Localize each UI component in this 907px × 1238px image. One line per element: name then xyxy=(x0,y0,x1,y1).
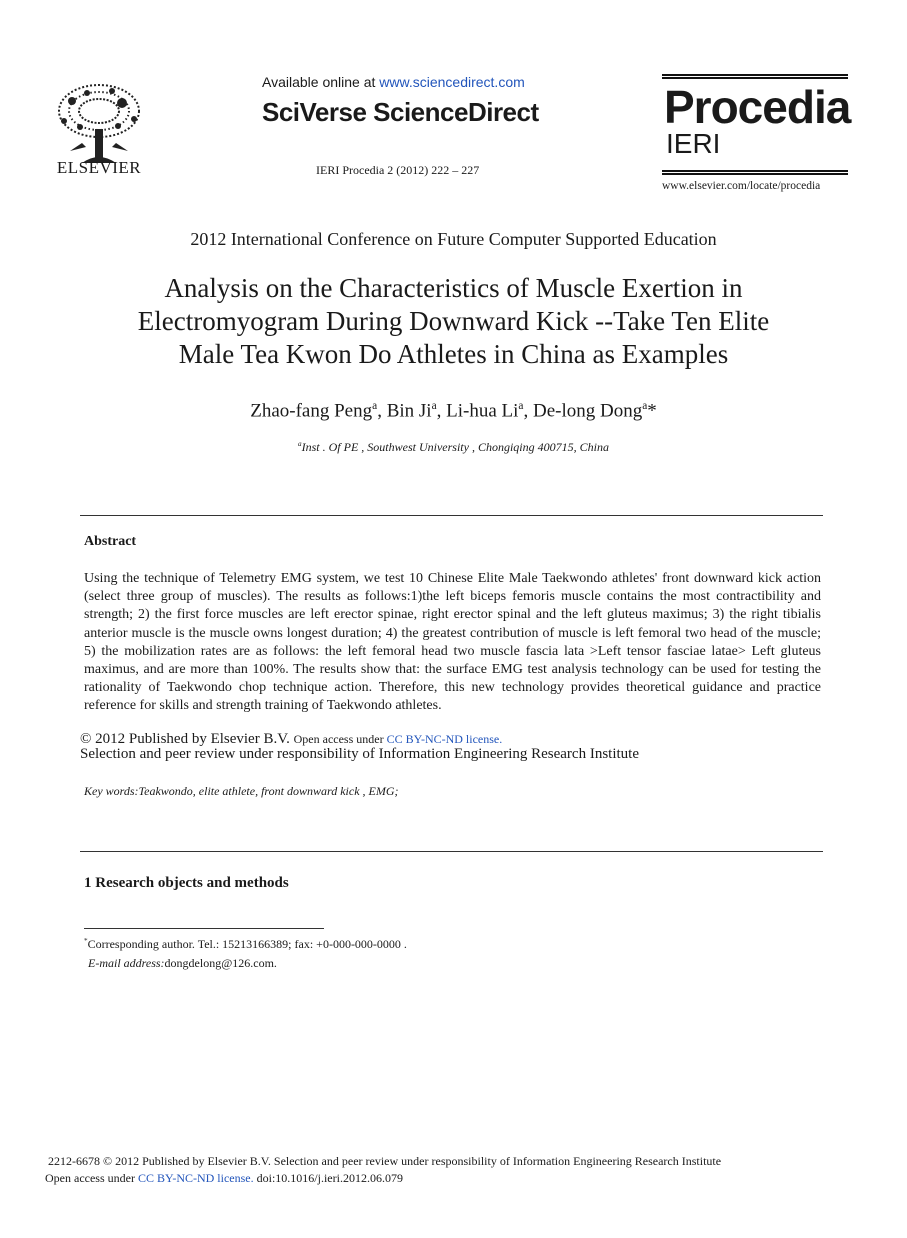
divider xyxy=(80,851,823,852)
affiliation xyxy=(0,440,907,455)
author-name: Bin Ji xyxy=(386,400,432,422)
author-name: De-long Dong xyxy=(532,400,643,422)
paper-title xyxy=(90,272,817,371)
footnote-rule xyxy=(84,928,324,929)
author-sep: , xyxy=(377,400,387,422)
corresponding-mark: * xyxy=(647,400,657,422)
affiliation-mark: a xyxy=(298,440,302,448)
email-label: E-mail address: xyxy=(88,956,165,970)
journal-sub-brand: IERI xyxy=(666,128,721,159)
footnote-corresponding xyxy=(84,937,407,952)
footer-copyright: 2212-6678 © 2012 Published by Elsevier B.V. Selection and peer review under responsibility of Information Engineering Research Institute xyxy=(48,1154,722,1168)
title-line: Electromyogram During Downward Kick --Take Ten Elite xyxy=(137,306,770,336)
available-prefix: Available online at xyxy=(262,74,380,90)
title-line: Male Tea Kwon Do Athletes in China as Examples xyxy=(178,339,729,369)
footer-license-link[interactable]: CC BY-NC-ND license. xyxy=(137,1171,254,1185)
journal-url[interactable]: www.elsevier.com/locate/procedia xyxy=(662,180,821,192)
keywords: Key words:Teakwondo, elite athlete, front downward kick , EMG; xyxy=(84,784,399,798)
email-address[interactable]: dongdelong@126.com. xyxy=(164,956,277,970)
license-link[interactable]: CC BY-NC-ND license. xyxy=(386,732,503,746)
sciencedirect-link[interactable]: www.sciencedirect.com xyxy=(379,74,525,90)
peer-review-line: Selection and peer review under responsibility of Information Engineering Research Institute xyxy=(80,746,639,762)
footer-doi: doi:10.1016/j.ieri.2012.06.079 xyxy=(253,1171,403,1185)
affiliation-text: Inst . Of PE , Southwest University , Chongiqing 400715, China xyxy=(301,440,609,454)
open-access-text: Open access under xyxy=(293,732,387,746)
journal-reference: IERI Procedia 2 (2012) 222 – 227 xyxy=(316,163,480,177)
footer-open-access: Open access under xyxy=(45,1171,138,1185)
publisher-logo-text: ELSEVIER xyxy=(56,158,142,177)
divider xyxy=(80,515,823,516)
author-affil-mark: a xyxy=(372,400,378,412)
author-affil-mark: a xyxy=(518,400,524,412)
author-affil-mark: a xyxy=(431,400,437,412)
author-name: Zhao-fang Peng xyxy=(250,400,373,422)
footnote-email xyxy=(88,956,277,971)
title-line: Analysis on the Characteristics of Muscle Exertion in xyxy=(164,273,743,303)
journal-brand: Procedia xyxy=(664,81,851,133)
platform-name: SciVerse ScienceDirect xyxy=(262,97,539,127)
copyright-text: © 2012 Published by Elsevier B.V. xyxy=(80,731,294,747)
corresponding-text: Corresponding author. Tel.: 15213166389; fax: +0-000-000-0000 . xyxy=(87,937,407,951)
abstract-heading: Abstract xyxy=(84,534,137,549)
author-sep: , xyxy=(436,400,447,422)
procedia-rule-bottom xyxy=(662,170,848,175)
conference-name: 2012 International Conference on Future Computer Supported Education xyxy=(190,229,717,249)
abstract-body: Using the technique of Telemetry EMG system, we test 10 Chinese Elite Male Taekwondo athletes' front downward kick action (select three group of muscles). The results as follows:1)the left biceps femoris muscle contains the most contractibility and strength; 2) the first force muscles are left erector spinae, right erector spinal and the left gluteus maximus; 3) the right tibialis anterior muscle is the muscle owns longest duration; 4) the greatest contribution of muscle is left femoral two head of the muscle; 5) the mobilization rates are as follows: the left femoral head two muscle fascia lata >Left tensor fasciae latae> Left gluteus maximus, and are more than 100%. The results show that: the surface EMG test analysis technology can be used for testing the rationality of Taekwondo chop technique action. Therefore, this new technology provides theoretical guidance and practice reference for skills and strength training of Taekwondo athletes. xyxy=(84,571,821,714)
procedia-rule-top xyxy=(662,74,848,79)
section-heading: 1 Research objects and methods xyxy=(84,875,289,891)
author-affil-mark: a xyxy=(642,400,648,412)
author-sep: , xyxy=(523,400,533,422)
footer-license-line xyxy=(45,1171,403,1186)
author-name: Li-hua Li xyxy=(446,400,519,422)
footnote-marker: * xyxy=(84,937,88,945)
available-online-line xyxy=(262,74,525,90)
author-list xyxy=(0,400,907,422)
